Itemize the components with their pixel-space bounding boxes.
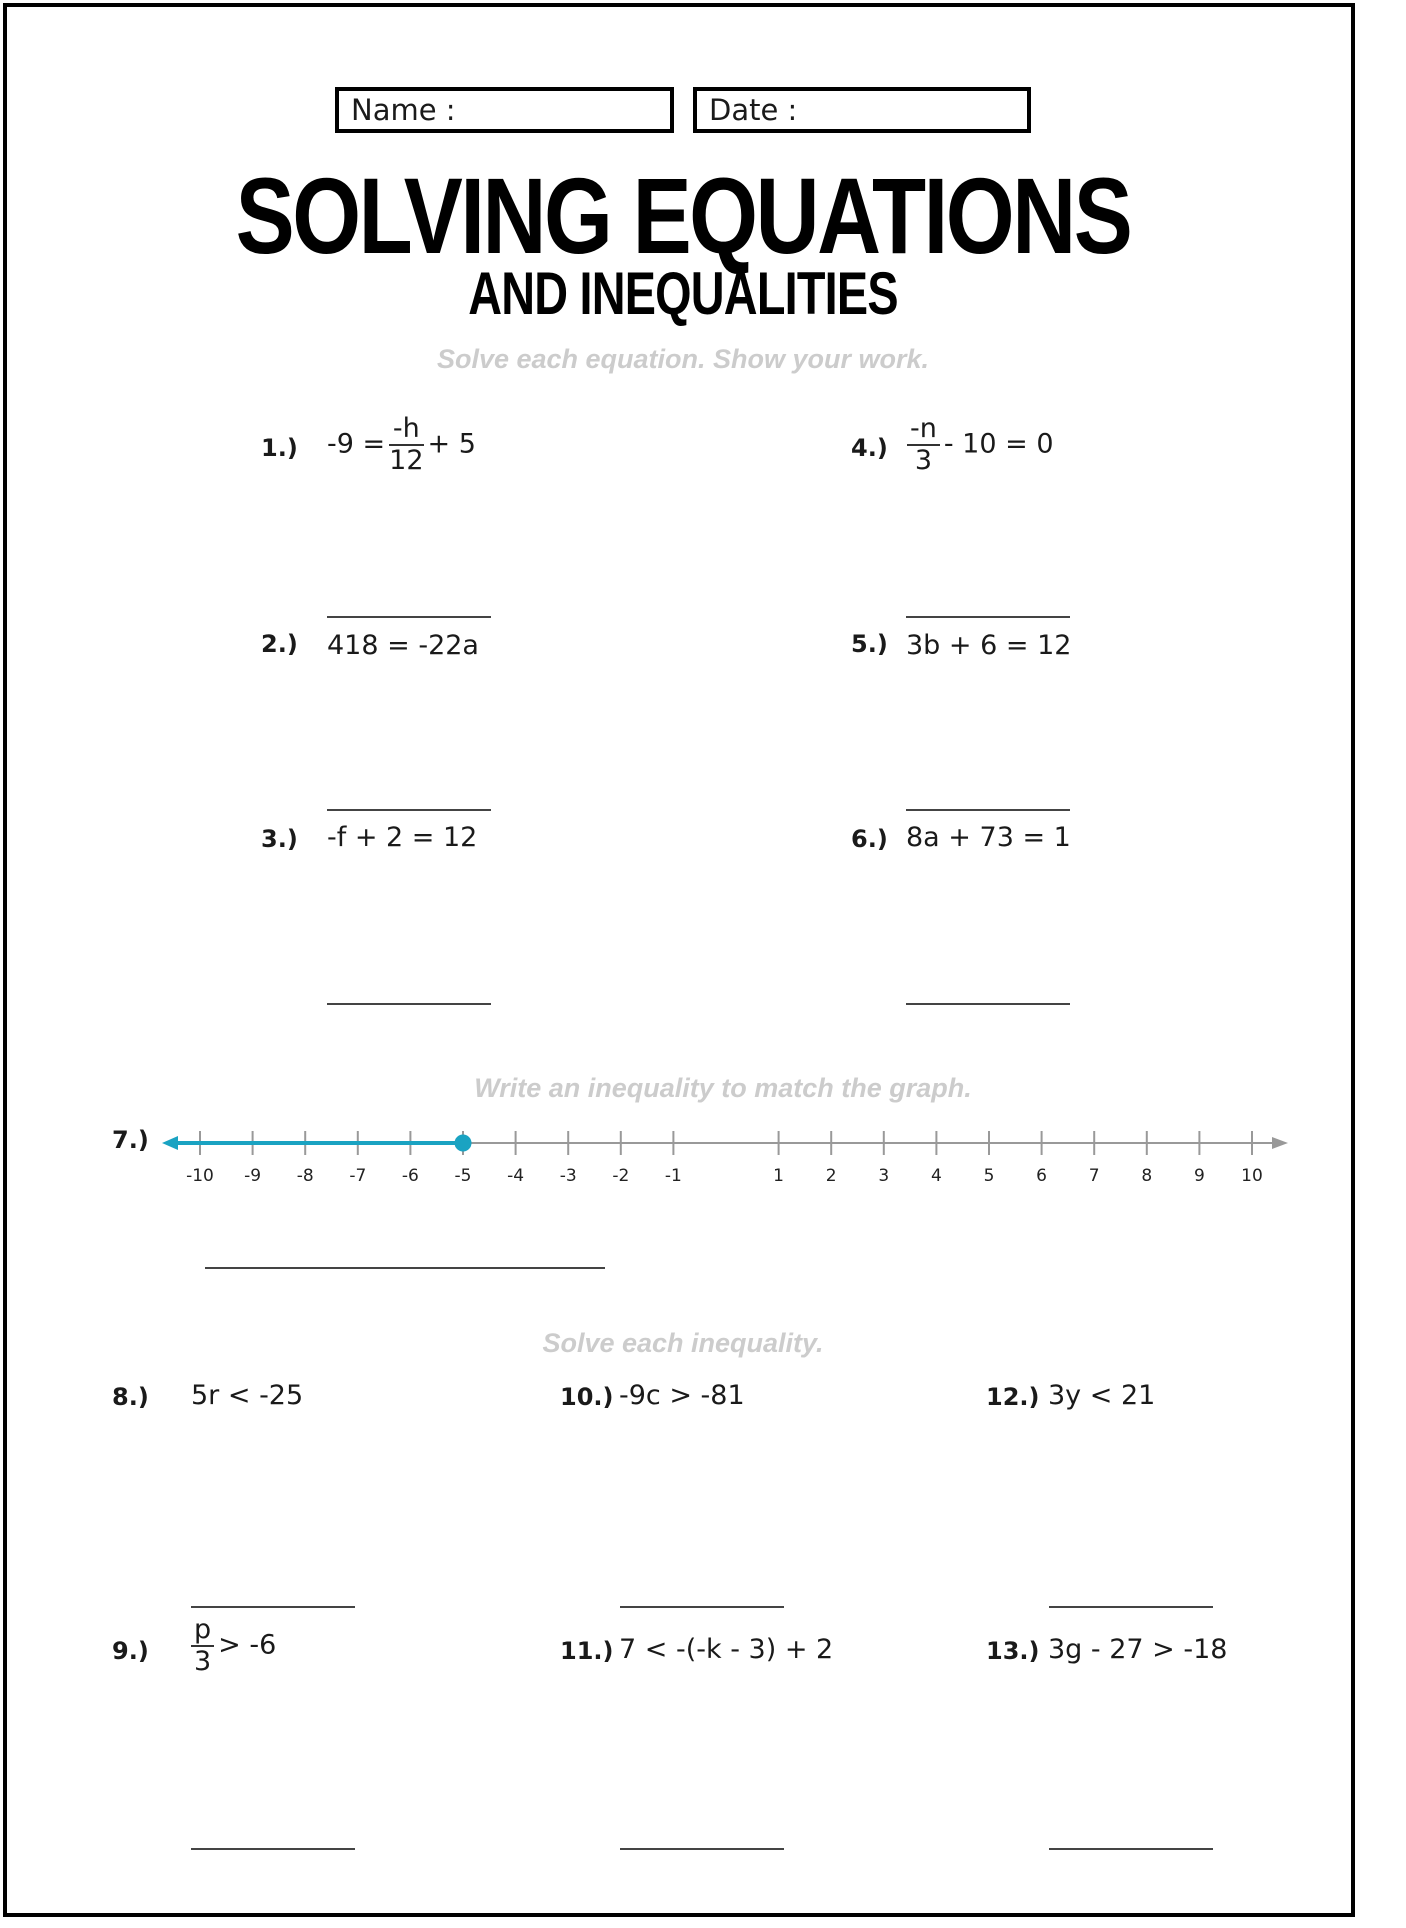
problem-1-equation: [327, 414, 476, 476]
tick-label: 3: [878, 1166, 890, 1186]
answer-line[interactable]: [1049, 1848, 1213, 1850]
tick-label: 10: [1241, 1166, 1263, 1186]
name-field[interactable]: [335, 87, 674, 133]
tick-label: 2: [825, 1166, 837, 1186]
answer-line[interactable]: [620, 1606, 784, 1608]
problem-11-inequality: 7 < -(-k - 3) + 2: [619, 1634, 834, 1665]
tick-label: -2: [612, 1166, 630, 1186]
tick-label: 4: [930, 1166, 942, 1186]
problem-number: 6.): [851, 825, 888, 853]
problem-number: 5.): [851, 630, 888, 658]
tick-label: -7: [349, 1166, 367, 1186]
tick-label: -5: [454, 1166, 472, 1186]
problem-number: 7.): [112, 1126, 149, 1154]
problem-4-equation: [903, 414, 1054, 476]
page-title: SOLVING EQUATIONS: [235, 155, 1131, 276]
answer-line[interactable]: [327, 809, 491, 811]
tick-label: 7: [1088, 1166, 1100, 1186]
fraction-denominator: 3: [914, 445, 933, 476]
answer-line[interactable]: [1049, 1606, 1213, 1608]
date-field[interactable]: [693, 87, 1031, 133]
problem-9-inequality: [187, 1615, 276, 1677]
instruction-equations: Solve each equation. Show your work.: [436, 344, 930, 374]
fraction: [907, 414, 940, 476]
fraction-numerator: p: [191, 1615, 214, 1647]
inequality-rhs: > -6: [218, 1629, 277, 1661]
tick-label: -1: [664, 1166, 682, 1186]
equation-rhs: - 10 = 0: [943, 428, 1054, 460]
problem-2-equation: 418 = -22a: [327, 630, 479, 661]
tick-label: -10: [186, 1166, 214, 1186]
instruction-inequalities: Solve each inequality.: [542, 1328, 824, 1358]
fraction-numerator: -n: [907, 414, 940, 446]
fraction-denominator: 12: [389, 445, 424, 476]
problem-number: 12.): [986, 1383, 1040, 1411]
answer-line[interactable]: [906, 616, 1070, 618]
tick-label: 8: [1141, 1166, 1153, 1186]
number-line: [160, 1115, 1263, 1195]
instruction-graph: Write an inequality to match the graph.: [474, 1073, 972, 1103]
equation-rhs: + 5: [427, 428, 476, 460]
tick-label: 5: [983, 1166, 995, 1186]
problem-number: 10.): [560, 1383, 614, 1411]
endpoint-dot: [456, 1136, 470, 1150]
page-subtitle: AND INEQUALITIES: [468, 260, 898, 327]
fraction: [389, 414, 423, 476]
problem-number: 1.): [261, 434, 298, 462]
problem-6-equation: 8a + 73 = 1: [906, 822, 1071, 853]
problem-3-equation: -f + 2 = 12: [327, 822, 478, 853]
tick-label: -8: [296, 1166, 314, 1186]
tick-label: 6: [1036, 1166, 1048, 1186]
answer-line[interactable]: [620, 1848, 784, 1850]
answer-line[interactable]: [205, 1267, 605, 1269]
problem-number: 4.): [851, 434, 888, 462]
problem-number: 9.): [112, 1637, 149, 1665]
equation-lhs: -9 =: [327, 428, 386, 460]
problem-12-inequality: 3y < 21: [1048, 1380, 1156, 1411]
tick-label: -9: [244, 1166, 262, 1186]
problem-number: 3.): [261, 825, 298, 853]
answer-line[interactable]: [327, 616, 491, 618]
tick-label: 9: [1193, 1166, 1205, 1186]
date-label: Date :: [709, 93, 798, 127]
problem-8-inequality: 5r < -25: [191, 1380, 304, 1411]
answer-line[interactable]: [191, 1606, 355, 1608]
answer-line[interactable]: [327, 1003, 491, 1005]
problem-number: 11.): [560, 1637, 614, 1665]
problem-number: 8.): [112, 1383, 149, 1411]
problem-5-equation: 3b + 6 = 12: [906, 630, 1072, 661]
fraction-denominator: 3: [193, 1646, 212, 1677]
tick-label: -4: [507, 1166, 525, 1186]
fraction: [191, 1615, 214, 1677]
problem-number: 2.): [261, 630, 298, 658]
problem-number: 13.): [986, 1637, 1040, 1665]
answer-line[interactable]: [906, 809, 1070, 811]
name-label: Name :: [351, 93, 456, 127]
problem-10-inequality: -9c > -81: [619, 1380, 745, 1411]
answer-line[interactable]: [906, 1003, 1070, 1005]
fraction-numerator: -h: [389, 414, 423, 446]
tick-label: -3: [559, 1166, 577, 1186]
problem-13-inequality: 3g - 27 > -18: [1048, 1634, 1228, 1665]
tick-label: 1: [773, 1166, 785, 1186]
arrow-left-icon: [162, 1136, 178, 1150]
answer-line[interactable]: [191, 1848, 355, 1850]
tick-label: -6: [401, 1166, 419, 1186]
